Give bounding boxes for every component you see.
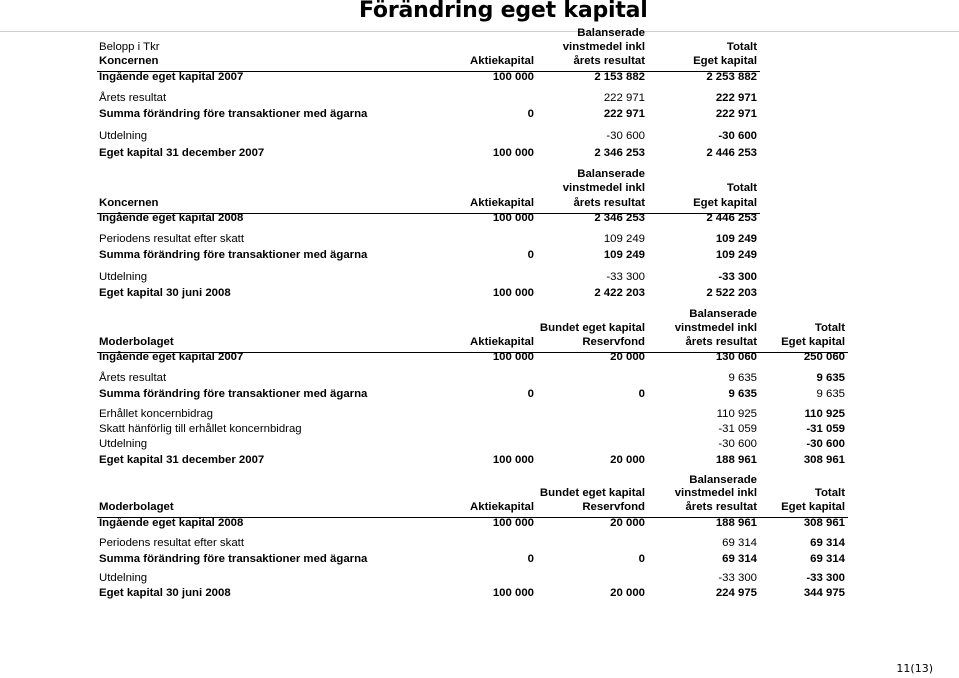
column-header: vinstmedel inkl [562,182,645,194]
totalt-value: 250 060 [803,351,845,363]
row-label: Ingående eget kapital 2007 [99,351,244,363]
balanserade-value: 188 961 [715,454,757,466]
totalt-value: 69 314 [810,553,845,565]
balanserade-value: 224 975 [715,587,757,599]
row-label: Eget kapital 31 december 2007 [99,454,265,466]
balanserade-value: 69 314 [722,553,757,565]
column-header: Balanserade [577,168,645,180]
column-header: Eget kapital [781,501,845,513]
reservfond-value: 20 000 [610,351,645,363]
totalt-value: 9 635 [816,372,845,384]
totalt-value: 2 522 203 [706,287,757,299]
units-label: Belopp i Tkr [99,41,160,53]
entity-heading: Moderbolaget [99,336,174,348]
balanserade-value: 9 635 [728,372,757,384]
totalt-value: 2 253 882 [706,71,757,83]
column-header: Balanserade [689,308,757,320]
balanserade-value: 109 249 [603,249,645,261]
totalt-value: 308 961 [803,454,845,466]
balanserade-value: 69 314 [722,537,757,549]
totalt-value: -31 059 [806,423,845,435]
column-header: Aktiekapital [470,336,534,348]
reservfond-value: 20 000 [610,587,645,599]
totalt-value: 69 314 [810,537,845,549]
balanserade-value: 9 635 [728,388,757,400]
column-header: Totalt [814,487,845,499]
page-number: 11(13) [896,662,933,675]
column-header: Bundet eget kapital [539,322,645,334]
column-header: Totalt [726,41,757,53]
row-label: Periodens resultat efter skatt [99,537,244,549]
row-label: Skatt hänförlig till erhållet koncernbidrag [99,423,302,435]
aktiekapital-value: 100 000 [492,454,534,466]
balanserade-value: 130 060 [715,351,757,363]
row-label: Summa förändring före transaktioner med ägarna [99,388,368,400]
aktiekapital-value: 100 000 [492,147,534,159]
column-header: årets resultat [573,197,645,209]
row-label: Eget kapital 31 december 2007 [99,147,265,159]
column-header: årets resultat [685,336,757,348]
entity-heading: Moderbolaget [99,501,174,513]
column-header: Aktiekapital [470,55,534,67]
row-label: Summa förändring före transaktioner med ägarna [99,553,368,565]
totalt-value: 2 446 253 [706,212,757,224]
page-title: Förändring eget kapital [359,0,648,23]
row-label: Utdelning [99,271,148,283]
row-label: Eget kapital 30 juni 2008 [99,587,231,599]
totalt-value: 109 249 [715,249,757,261]
column-header: Totalt [814,322,845,334]
aktiekapital-value: 100 000 [492,212,534,224]
balanserade-value: 2 422 203 [594,287,645,299]
column-header: årets resultat [685,501,757,513]
totalt-value: 308 961 [803,517,845,529]
balanserade-value: 2 346 253 [594,147,645,159]
aktiekapital-value: 0 [527,553,534,565]
aktiekapital-value: 0 [527,388,534,400]
row-label: Erhållet koncernbidrag [99,408,213,420]
balanserade-value: 222 971 [603,92,645,104]
balanserade-value: 110 925 [716,408,757,420]
column-header: vinstmedel inkl [562,41,645,53]
balanserade-value: 188 961 [715,517,757,529]
balanserade-value: -30 600 [606,130,645,142]
totalt-value: 344 975 [803,587,845,599]
aktiekapital-value: 0 [527,249,534,261]
row-label: Årets resultat [99,372,167,384]
balanserade-value: 2 346 253 [594,212,645,224]
row-label: Utdelning [99,572,148,584]
balanserade-value: -31 059 [718,423,757,435]
row-label: Ingående eget kapital 2007 [99,71,244,83]
row-label: Utdelning [99,438,148,450]
totalt-value: 2 446 253 [706,147,757,159]
reservfond-value: 0 [638,388,645,400]
row-label: Eget kapital 30 juni 2008 [99,287,231,299]
aktiekapital-value: 100 000 [492,287,534,299]
row-label: Utdelning [99,130,148,142]
column-header: Balanserade [577,27,645,39]
column-header: vinstmedel inkl [674,322,757,334]
reservfond-value: 20 000 [610,454,645,466]
column-header: årets resultat [573,55,645,67]
aktiekapital-value: 100 000 [492,71,534,83]
column-header: vinstmedel inkl [674,487,757,499]
column-header: Reservfond [582,336,645,348]
totalt-value: 222 971 [715,108,757,120]
entity-heading: Koncernen [99,55,159,67]
totalt-value: 9 635 [816,388,845,400]
row-label: Ingående eget kapital 2008 [99,517,244,529]
reservfond-value: 20 000 [610,517,645,529]
entity-heading: Koncernen [99,197,159,209]
column-header: Bundet eget kapital [539,487,645,499]
balanserade-value: 222 971 [603,108,645,120]
aktiekapital-value: 100 000 [492,351,534,363]
aktiekapital-value: 100 000 [492,517,534,529]
totalt-value: -33 300 [806,572,845,584]
balanserade-value: -33 300 [718,572,757,584]
row-label: Ingående eget kapital 2008 [99,212,244,224]
aktiekapital-value: 100 000 [492,587,534,599]
column-header: Eget kapital [781,336,845,348]
totalt-value: -30 600 [806,438,845,450]
balanserade-value: -33 300 [606,271,645,283]
column-header: Eget kapital [693,55,757,67]
totalt-value: 222 971 [715,92,757,104]
totalt-value: 110 925 [804,408,845,420]
balanserade-value: 109 249 [603,233,645,245]
totalt-value: -30 600 [718,130,757,142]
column-header: Totalt [726,182,757,194]
column-header: Aktiekapital [470,197,534,209]
balanserade-value: 2 153 882 [594,71,645,83]
column-header: Aktiekapital [470,501,534,513]
aktiekapital-value: 0 [527,108,534,120]
column-header: Reservfond [582,501,645,513]
totalt-value: 109 249 [715,233,757,245]
row-label: Summa förändring före transaktioner med ägarna [99,249,368,261]
row-label: Årets resultat [99,92,167,104]
balanserade-value: -30 600 [718,438,757,450]
totalt-value: -33 300 [718,271,757,283]
column-header: Eget kapital [693,197,757,209]
column-header: Balanserade [689,474,757,486]
reservfond-value: 0 [638,553,645,565]
row-label: Periodens resultat efter skatt [99,233,244,245]
row-label: Summa förändring före transaktioner med ägarna [99,108,368,120]
